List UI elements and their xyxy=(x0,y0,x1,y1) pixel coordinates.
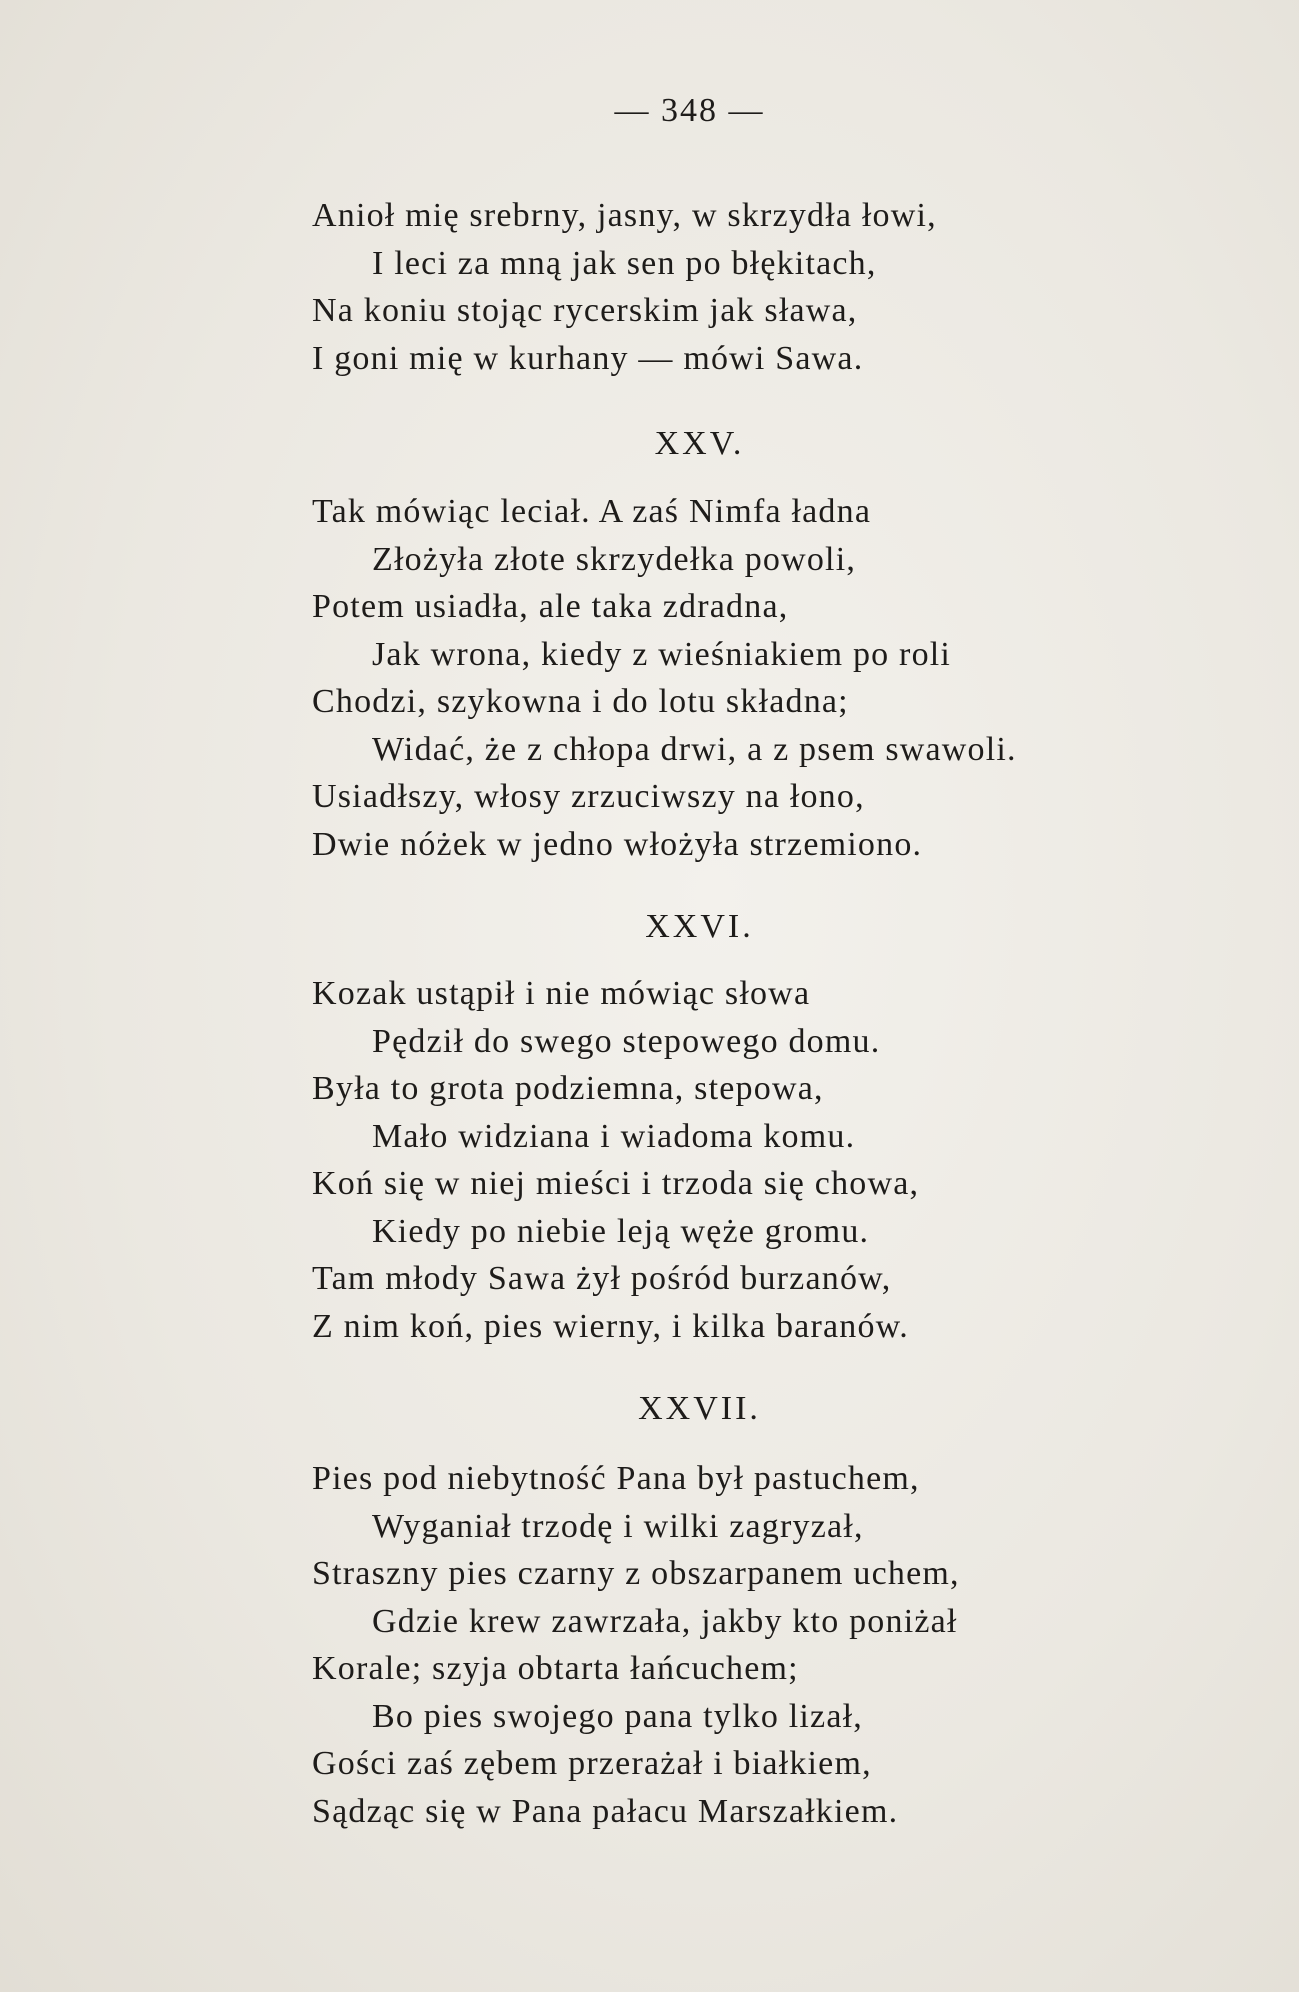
verse-line: Wyganiał trzodę i wilki zagryzał, xyxy=(372,1507,864,1545)
stanza-intro xyxy=(312,192,1212,382)
stanza-xxv xyxy=(312,488,1212,868)
verse-line: Chodzi, szykowna i do lotu składna; xyxy=(312,683,849,720)
stanza-heading: XXVI. xyxy=(645,908,754,945)
verse-line: Pies pod niebytność Pana był pastuchem, xyxy=(312,1460,920,1497)
verse-line: Bo pies swojego pana tylko lizał, xyxy=(372,1697,863,1735)
verse-line: Usiadłszy, włosy zrzuciwszy na łono, xyxy=(312,778,865,815)
verse-line: Pędził do swego stepowego domu. xyxy=(372,1022,881,1060)
stanza-heading: XXV. xyxy=(654,425,745,462)
verse-line: Złożyła złote skrzydełka powoli, xyxy=(372,540,857,578)
verse-line: Na koniu stojąc rycerskim jak sława, xyxy=(312,292,858,329)
verse-line: Mało widziana i wiadoma komu. xyxy=(372,1117,856,1155)
verse-line: Kozak ustąpił i nie mówiąc słowa xyxy=(312,975,811,1012)
verse-line: Koń się w niej mieści i trzoda się chowa, xyxy=(312,1165,920,1202)
verse-line: Potem usiadła, ale taka zdradna, xyxy=(312,588,789,625)
verse-line: Z nim koń, pies wierny, i kilka baranów. xyxy=(312,1307,909,1345)
stanza-heading: XXVII. xyxy=(638,1390,761,1427)
verse-line: Anioł mię srebrny, jasny, w skrzydła łowi, xyxy=(312,197,937,234)
verse-line: Tam młody Sawa żył pośród burzanów, xyxy=(312,1260,892,1297)
verse-line: Straszny pies czarny z obszarpanem uchem, xyxy=(312,1555,960,1592)
stanza-xxvi xyxy=(312,970,1212,1350)
stanza-xxvii xyxy=(312,1455,1212,1835)
verse-line: Jak wrona, kiedy z wieśniakiem po roli xyxy=(372,635,952,673)
verse-line: Gdzie krew zawrzała, jakby kto poniżał xyxy=(372,1602,958,1640)
verse-line: Korale; szyja obtarta łańcuchem; xyxy=(312,1650,799,1687)
verse-line: I leci za mną jak sen po błękitach, xyxy=(372,244,877,282)
verse-line: I goni mię w kurhany — mówi Sawa. xyxy=(312,339,864,377)
verse-line: Dwie nóżek w jedno włożyła strzemiono. xyxy=(312,825,923,863)
verse-line: Widać, że z chłopa drwi, a z psem swawoli. xyxy=(372,730,1017,768)
verse-line: Tak mówiąc leciał. A zaś Nimfa ładna xyxy=(312,493,872,530)
verse-line: Gości zaś zębem przerażał i białkiem, xyxy=(312,1745,872,1782)
verse-line: Sądząc się w Pana pałacu Marszałkiem. xyxy=(312,1792,899,1830)
page-number: — 348 — xyxy=(614,92,765,129)
verse-line: Była to grota podziemna, stepowa, xyxy=(312,1070,824,1107)
verse-line: Kiedy po niebie leją węże gromu. xyxy=(372,1212,870,1250)
